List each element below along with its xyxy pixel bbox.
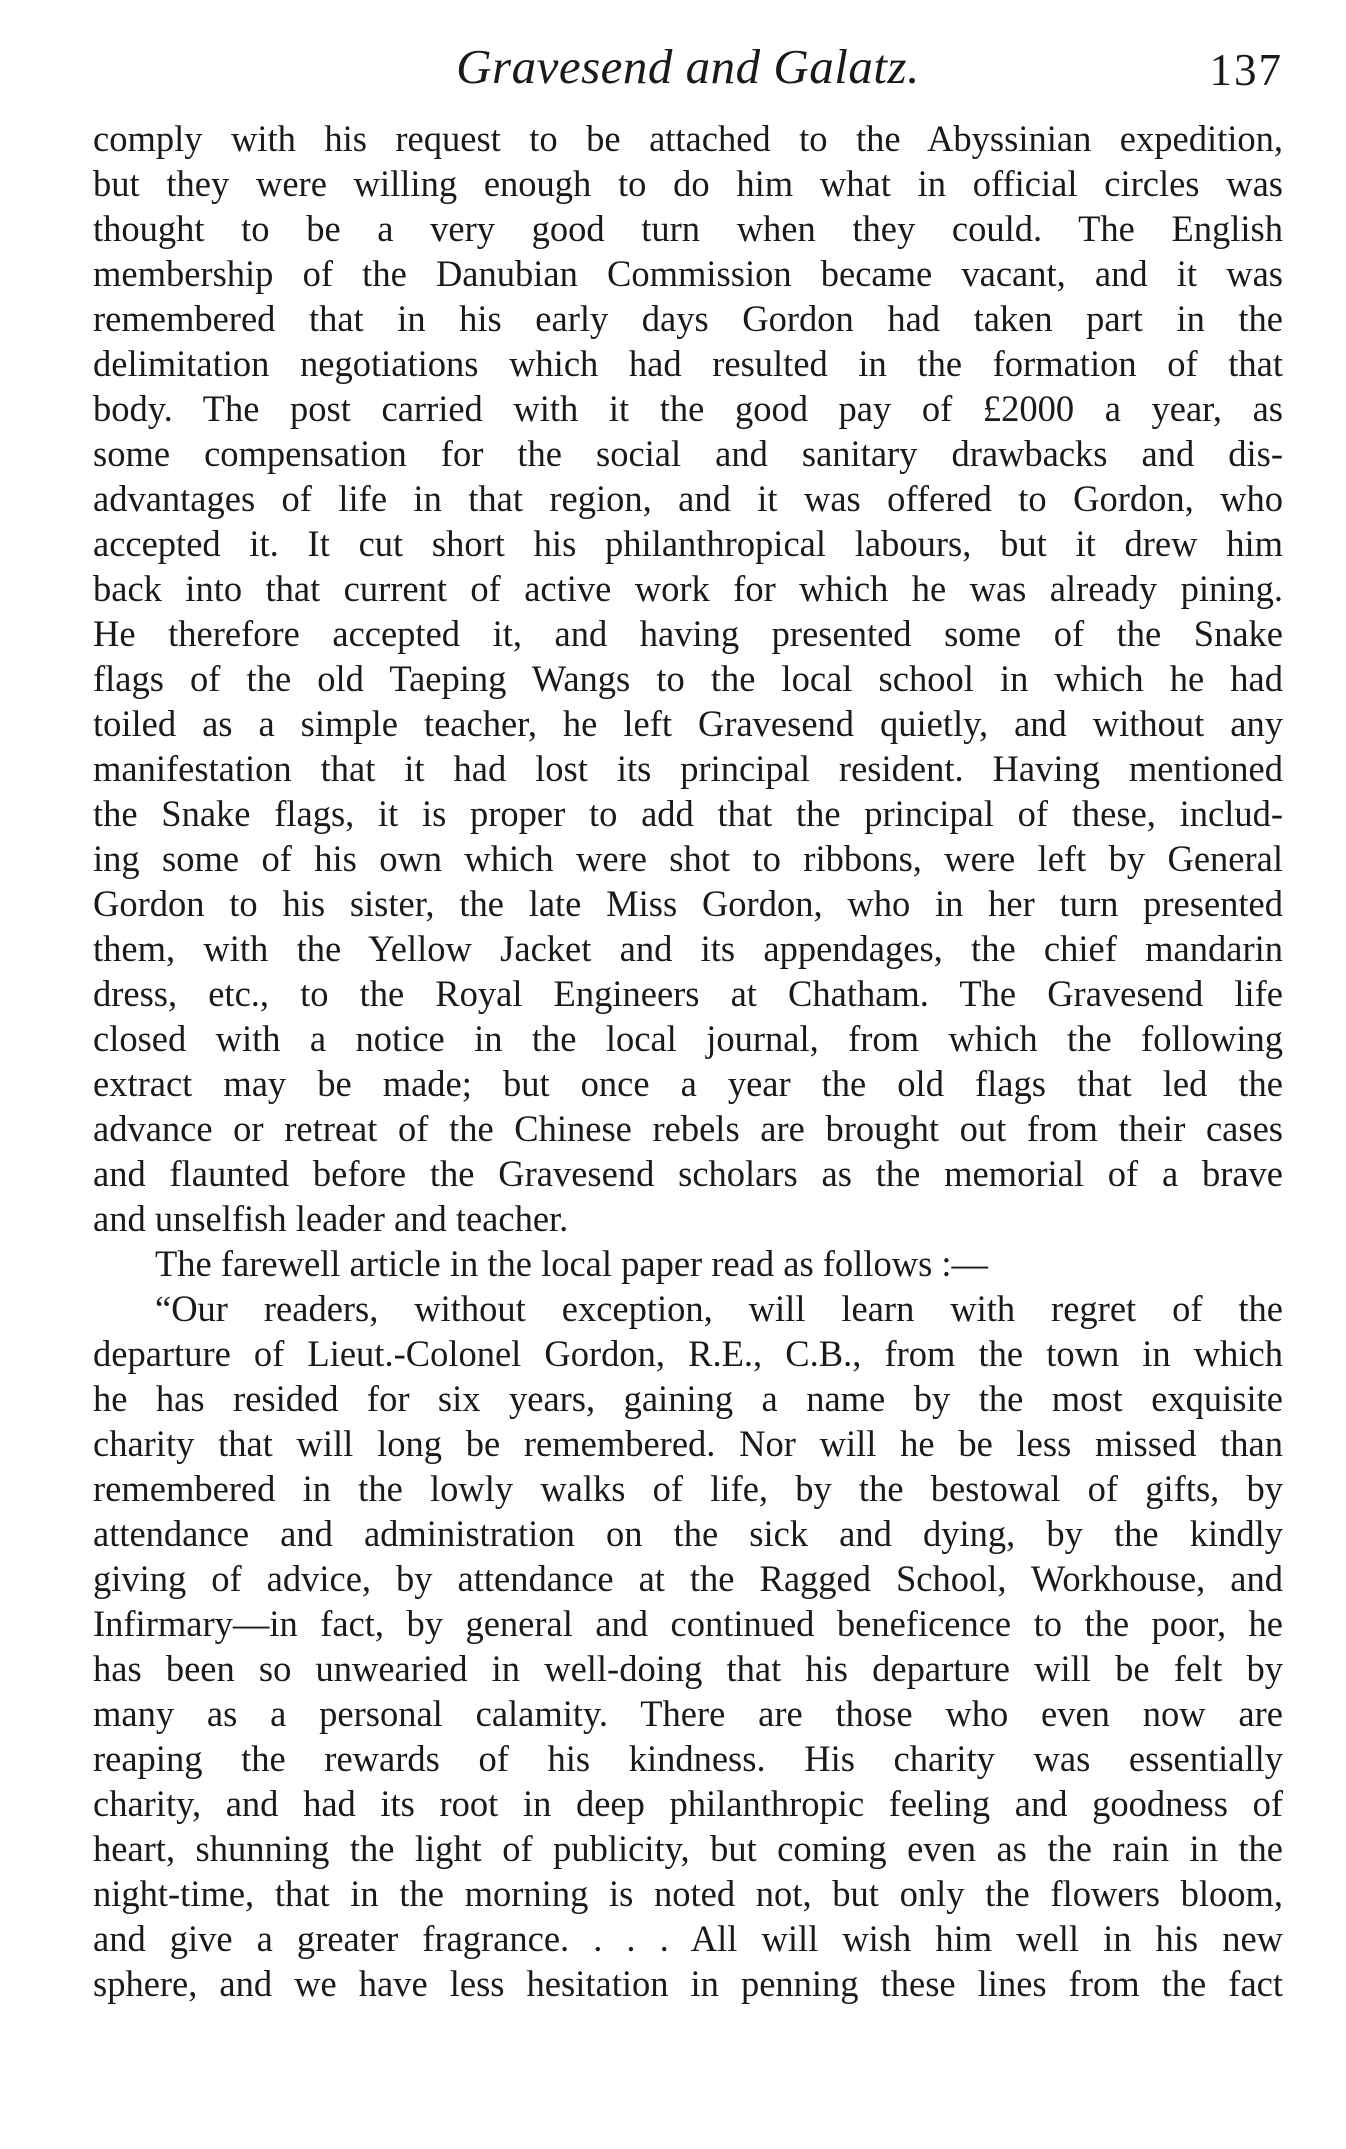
body-text: [93, 116, 1283, 2006]
running-title: Gravesend and Galatz.: [456, 39, 920, 94]
text-line: and give a greater fragrance. . . . All will wish him well in his new: [93, 1918, 1283, 1959]
text-line: attendance and administration on the sick and dying, by the kindly: [93, 1513, 1283, 1554]
text-line: advantages of life in that region, and it was offered to Gordon, who: [93, 478, 1283, 519]
text-line: has been so unwearied in well-doing that his departure will be felt by: [93, 1648, 1283, 1689]
text-line: departure of Lieut.-Colonel Gordon, R.E., C.B., from the town in which: [93, 1333, 1283, 1374]
text-line: remembered in the lowly walks of life, by the bestowal of gifts, by: [93, 1468, 1283, 1509]
running-head: [93, 38, 1283, 108]
text-line: accepted it. It cut short his philanthropical labours, but it drew him: [93, 523, 1283, 564]
text-line: thought to be a very good turn when they could. The English: [93, 208, 1283, 249]
text-line: charity that will long be remembered. Nor will he be less missed than: [93, 1423, 1283, 1464]
text-line: membership of the Danubian Commission became vacant, and it was: [93, 253, 1283, 294]
text-line: night-time, that in the morning is noted not, but only the flowers bloom,: [93, 1873, 1283, 1914]
text-line: reaping the rewards of his kindness. His charity was essentially: [93, 1738, 1283, 1779]
page-number: 137: [1209, 45, 1283, 95]
text-line: some compensation for the social and sanitary drawbacks and dis-: [93, 433, 1283, 474]
text-line: The farewell article in the local paper read as follows :—: [155, 1243, 989, 1284]
text-line: toiled as a simple teacher, he left Gravesend quietly, and without any: [93, 703, 1283, 744]
text-line: Gordon to his sister, the late Miss Gordon, who in her turn presented: [93, 883, 1283, 924]
text-line: many as a personal calamity. There are those who even now are: [93, 1693, 1283, 1734]
text-line: dress, etc., to the Royal Engineers at Chatham. The Gravesend life: [93, 973, 1283, 1014]
text-line: the Snake flags, it is proper to add that the principal of these, includ-: [93, 793, 1283, 834]
text-line: giving of advice, by attendance at the Ragged School, Workhouse, and: [93, 1558, 1283, 1599]
text-line: heart, shunning the light of publicity, but coming even as the rain in the: [93, 1828, 1283, 1869]
text-line: manifestation that it had lost its principal resident. Having mentioned: [93, 748, 1283, 789]
text-line: extract may be made; but once a year the old flags that led the: [93, 1063, 1283, 1104]
text-line: Infirmary—in fact, by general and continued beneficence to the poor, he: [93, 1603, 1283, 1644]
text-line: and unselfish leader and teacher.: [93, 1198, 569, 1239]
text-line: “Our readers, without exception, will learn with regret of the: [155, 1288, 1283, 1329]
text-line: them, with the Yellow Jacket and its appendages, the chief mandarin: [93, 928, 1283, 969]
text-line: back into that current of active work for which he was already pining.: [93, 568, 1283, 609]
text-line: advance or retreat of the Chinese rebels are brought out from their cases: [93, 1108, 1283, 1149]
text-line: he has resided for six years, gaining a name by the most exquisite: [93, 1378, 1283, 1419]
text-line: sphere, and we have less hesitation in penning these lines from the fact: [93, 1963, 1283, 2004]
text-line: comply with his request to be attached to the Abyssinian expedition,: [93, 118, 1283, 159]
text-line: body. The post carried with it the good pay of £2000 a year, as: [93, 388, 1283, 429]
text-line: and flaunted before the Gravesend scholars as the memorial of a brave: [93, 1153, 1283, 1194]
book-page: [93, 38, 1283, 2006]
text-line: delimitation negotiations which had resulted in the formation of that: [93, 343, 1283, 384]
text-line: but they were willing enough to do him what in official circles was: [93, 163, 1283, 204]
text-line: He therefore accepted it, and having presented some of the Snake: [93, 613, 1283, 654]
text-line: remembered that in his early days Gordon had taken part in the: [93, 298, 1283, 339]
text-line: closed with a notice in the local journal, from which the following: [93, 1018, 1283, 1059]
text-line: flags of the old Taeping Wangs to the local school in which he had: [93, 658, 1283, 699]
text-line: charity, and had its root in deep philanthropic feeling and goodness of: [93, 1783, 1283, 1824]
text-line: ing some of his own which were shot to ribbons, were left by General: [93, 838, 1283, 879]
